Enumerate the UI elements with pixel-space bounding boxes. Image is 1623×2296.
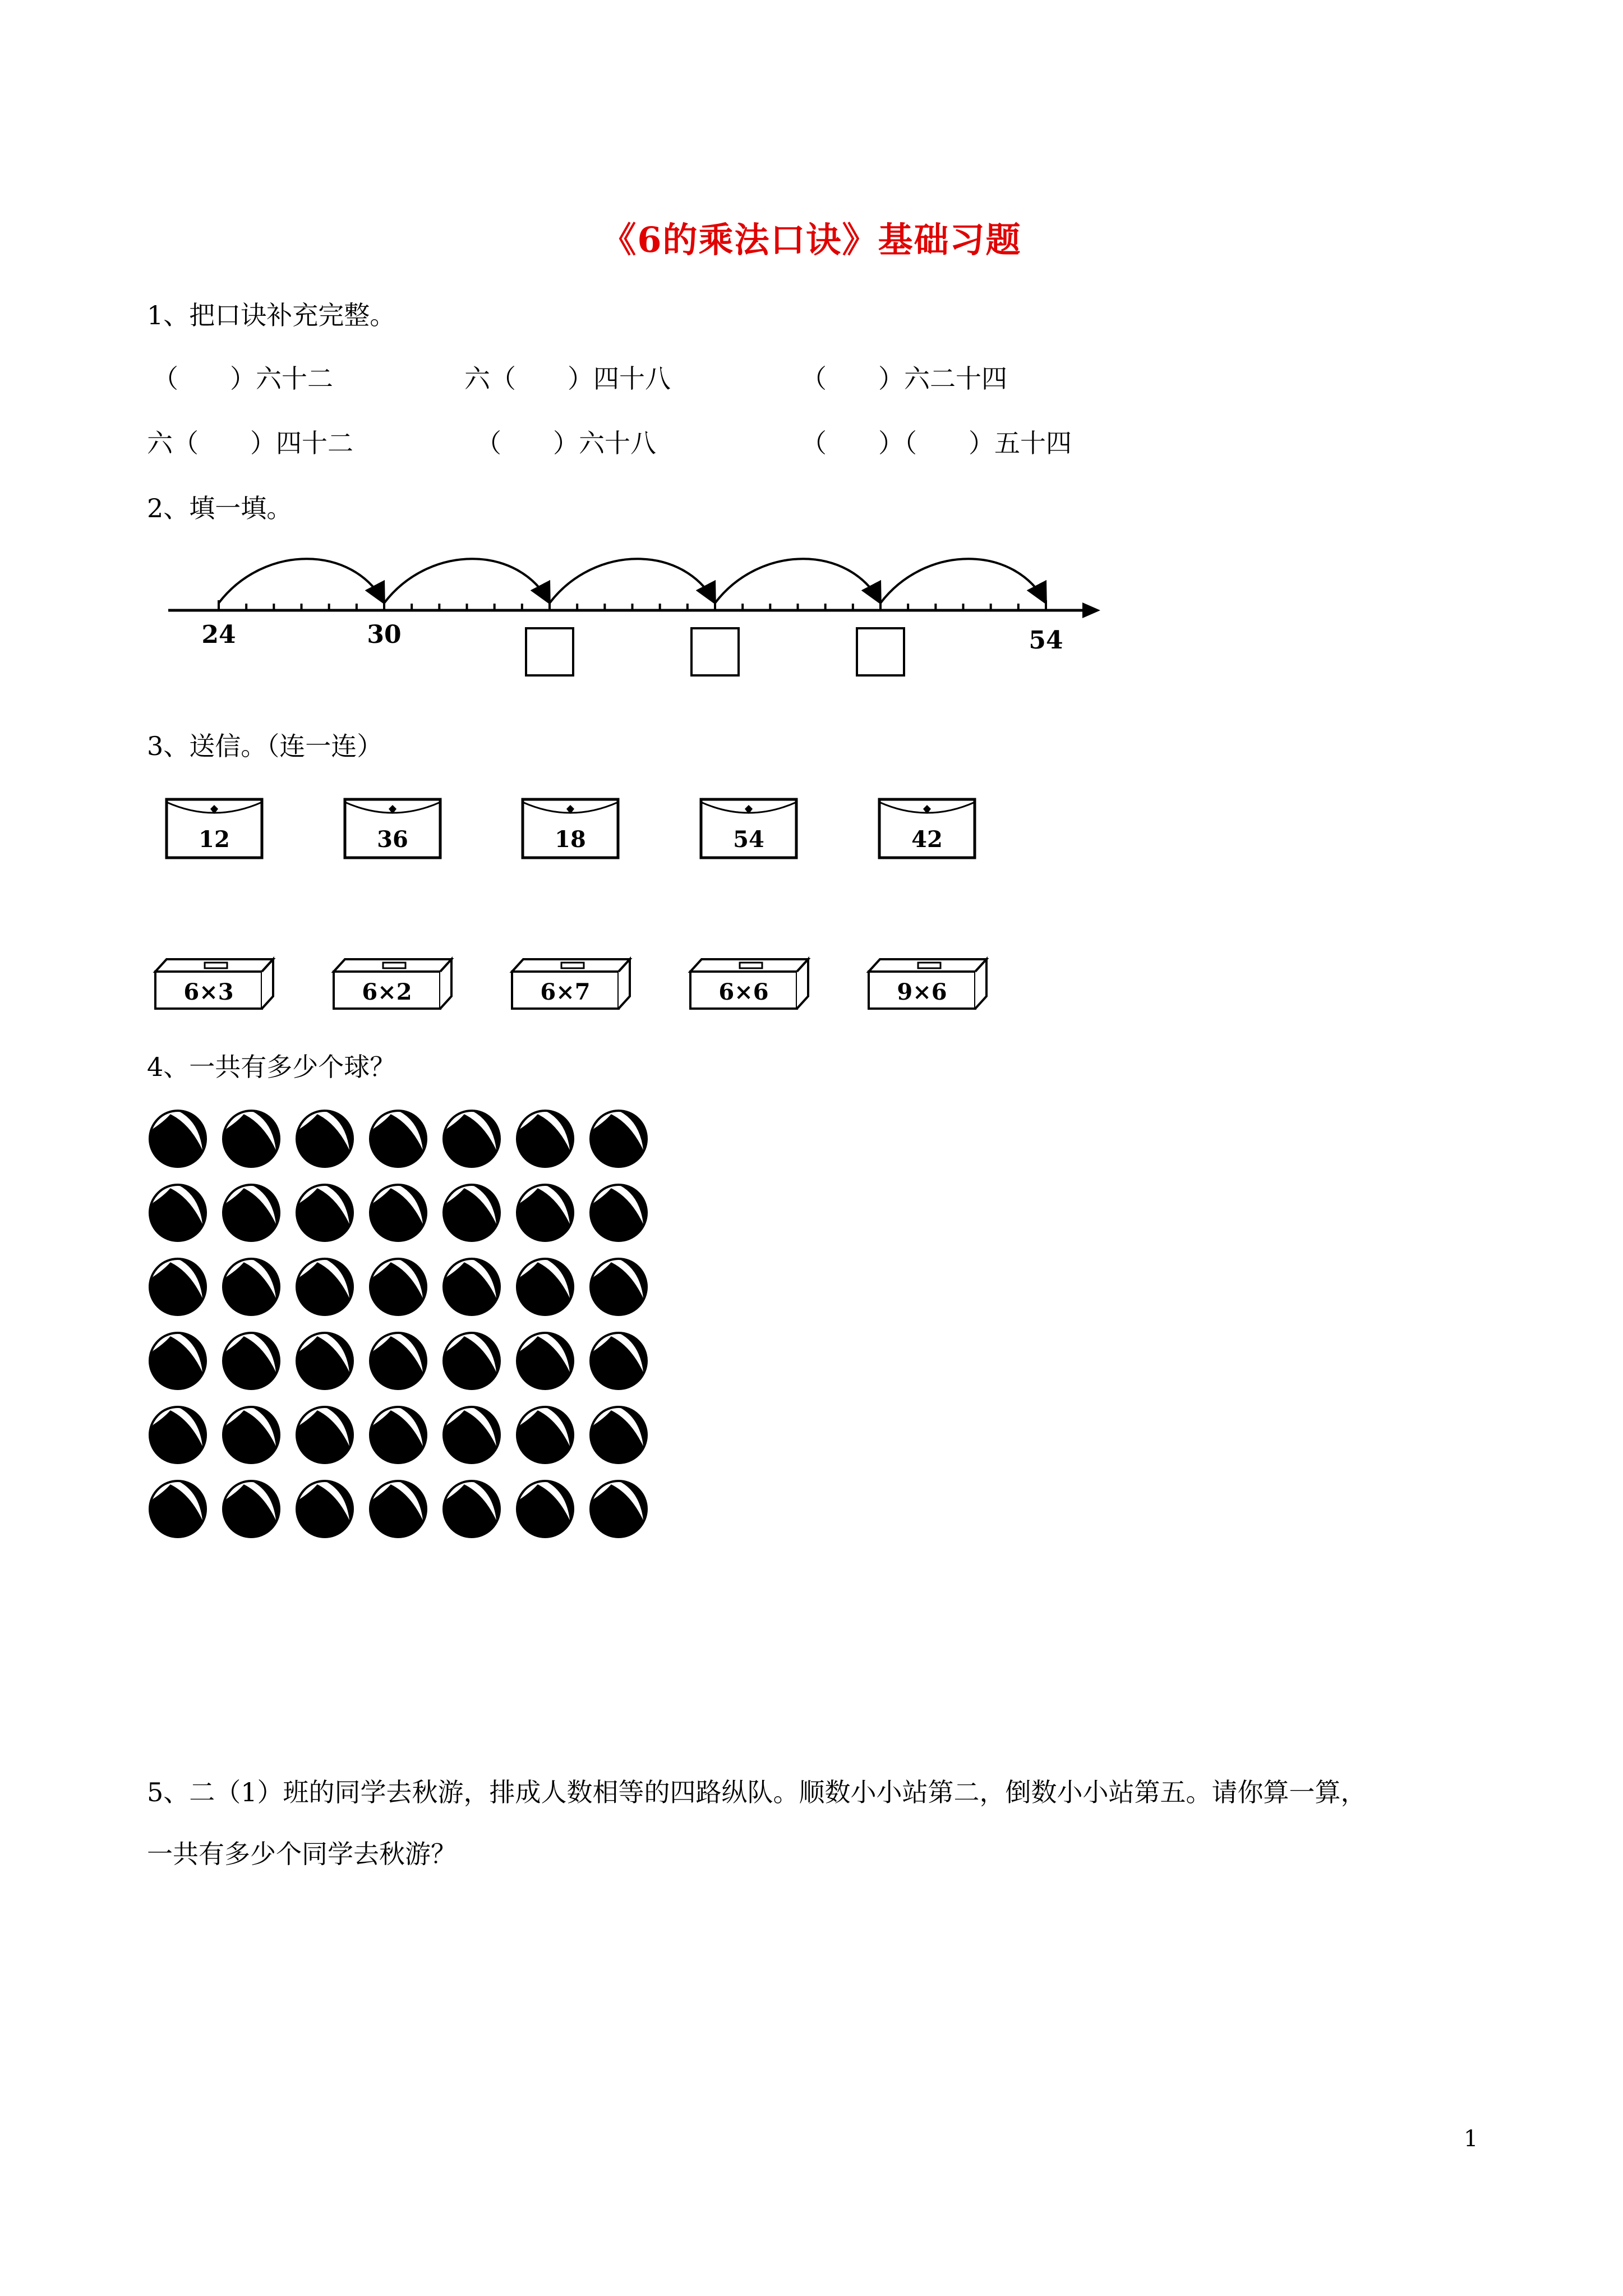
page-title: 《6的乘法口诀》基础习题	[601, 219, 1022, 260]
axis-arrow-icon	[1082, 602, 1100, 618]
ball-icon	[150, 1333, 206, 1389]
ball-icon	[444, 1333, 500, 1389]
answer-box-3[interactable]	[857, 628, 904, 675]
ball-icon	[297, 1407, 353, 1463]
number-line	[163, 550, 1110, 690]
ball-icon	[297, 1111, 353, 1167]
jump-arc-1	[219, 559, 384, 603]
mailbox-9x6[interactable]	[869, 959, 986, 1009]
envelope-12[interactable]	[167, 799, 262, 858]
page-number: 1	[1464, 2126, 1478, 2152]
ball-icon	[223, 1185, 279, 1241]
ball-icon	[370, 1333, 426, 1389]
ball-icon	[370, 1481, 426, 1537]
question-2-heading: 2、填一填。	[147, 493, 293, 523]
question-5-line-2: 一共有多少个同学去秋游？	[147, 1839, 457, 1869]
ball-icon	[297, 1481, 353, 1537]
mailbox-6x2[interactable]	[334, 959, 451, 1009]
envelopes-row	[157, 791, 1009, 869]
ball-icon	[591, 1185, 647, 1241]
mailboxes-row	[149, 948, 1001, 1021]
question-1-heading: 1、把口诀补充完整。	[147, 300, 396, 330]
envelope-54[interactable]	[701, 799, 796, 858]
q1-item-6: （ ）（ ）五十四	[801, 428, 1072, 458]
question-5-line-1: 5、二（1）班的同学去秋游，排成人数相等的四路纵队。顺数小小站第二，倒数小小站第五。请你算一算，	[147, 1777, 1367, 1807]
mailbox-6x3[interactable]	[155, 959, 273, 1009]
ball-icon	[370, 1185, 426, 1241]
svg-text:6×3: 6×3	[183, 979, 234, 1005]
q1-item-5: （ ）六十八	[476, 428, 656, 458]
svg-text:18: 18	[555, 826, 586, 853]
ball-icon	[223, 1407, 279, 1463]
ball-icon	[297, 1185, 353, 1241]
number-line-ticks	[219, 600, 1046, 610]
ball-icon	[150, 1407, 206, 1463]
svg-text:6×7: 6×7	[540, 979, 591, 1005]
ball-icon	[223, 1259, 279, 1315]
ball-icon	[444, 1259, 500, 1315]
number-line-label-54: 54	[1029, 626, 1063, 655]
q1-item-3: （ ）六二十四	[801, 364, 1007, 394]
q1-item-4: 六（ ）四十二	[147, 428, 353, 458]
number-line-label-24: 24	[201, 620, 236, 649]
ball-icon	[517, 1407, 573, 1463]
ball-icon	[591, 1481, 647, 1537]
ball-icon	[517, 1259, 573, 1315]
mailbox-6x7[interactable]	[512, 959, 630, 1009]
question-3-heading: 3、送信。（连一连）	[147, 731, 383, 761]
ball-icon	[591, 1111, 647, 1167]
ball-icon	[150, 1185, 206, 1241]
ball-icon	[591, 1407, 647, 1463]
jump-arc-2	[384, 559, 550, 603]
ball-icon	[444, 1185, 500, 1241]
svg-text:42: 42	[911, 826, 943, 853]
ball-icon	[591, 1259, 647, 1315]
number-line-label-30: 30	[367, 620, 402, 649]
ball-icon	[517, 1185, 573, 1241]
svg-text:6×6: 6×6	[718, 979, 769, 1005]
envelope-18[interactable]	[523, 799, 618, 858]
ball-icon	[517, 1333, 573, 1389]
ball-icon	[444, 1111, 500, 1167]
q1-item-1: （ ）六十二	[153, 364, 333, 394]
jump-arc-5	[880, 559, 1046, 603]
svg-text:54: 54	[733, 826, 764, 853]
ball-icon	[297, 1259, 353, 1315]
ball-icon	[297, 1333, 353, 1389]
ball-icon	[150, 1259, 206, 1315]
ball-icon	[517, 1481, 573, 1537]
envelope-36[interactable]	[345, 799, 440, 858]
svg-text:36: 36	[377, 826, 408, 853]
ball-icon	[223, 1481, 279, 1537]
ball-icon	[223, 1333, 279, 1389]
ball-icon	[444, 1481, 500, 1537]
ball-icon	[370, 1111, 426, 1167]
svg-text:6×2: 6×2	[362, 979, 412, 1005]
ball-icon	[370, 1407, 426, 1463]
jump-arc-4	[715, 559, 880, 603]
mailbox-6x6[interactable]	[690, 959, 808, 1009]
answer-box-2[interactable]	[691, 628, 739, 675]
q1-item-2: 六（ ）四十八	[464, 364, 671, 394]
svg-text:12: 12	[199, 826, 230, 853]
ball-icon	[150, 1111, 206, 1167]
ball-icon	[223, 1111, 279, 1167]
ball-icon	[444, 1407, 500, 1463]
jump-arc-3	[550, 559, 715, 603]
answer-box-1[interactable]	[526, 628, 573, 675]
envelope-42[interactable]	[879, 799, 975, 858]
question-4-heading: 4、一共有多少个球？	[147, 1052, 396, 1082]
ball-icon	[150, 1481, 206, 1537]
svg-text:9×6: 9×6	[897, 979, 947, 1005]
ball-icon	[370, 1259, 426, 1315]
ball-icon	[591, 1333, 647, 1389]
ball-icon	[517, 1111, 573, 1167]
ball-grid	[147, 1108, 663, 1557]
